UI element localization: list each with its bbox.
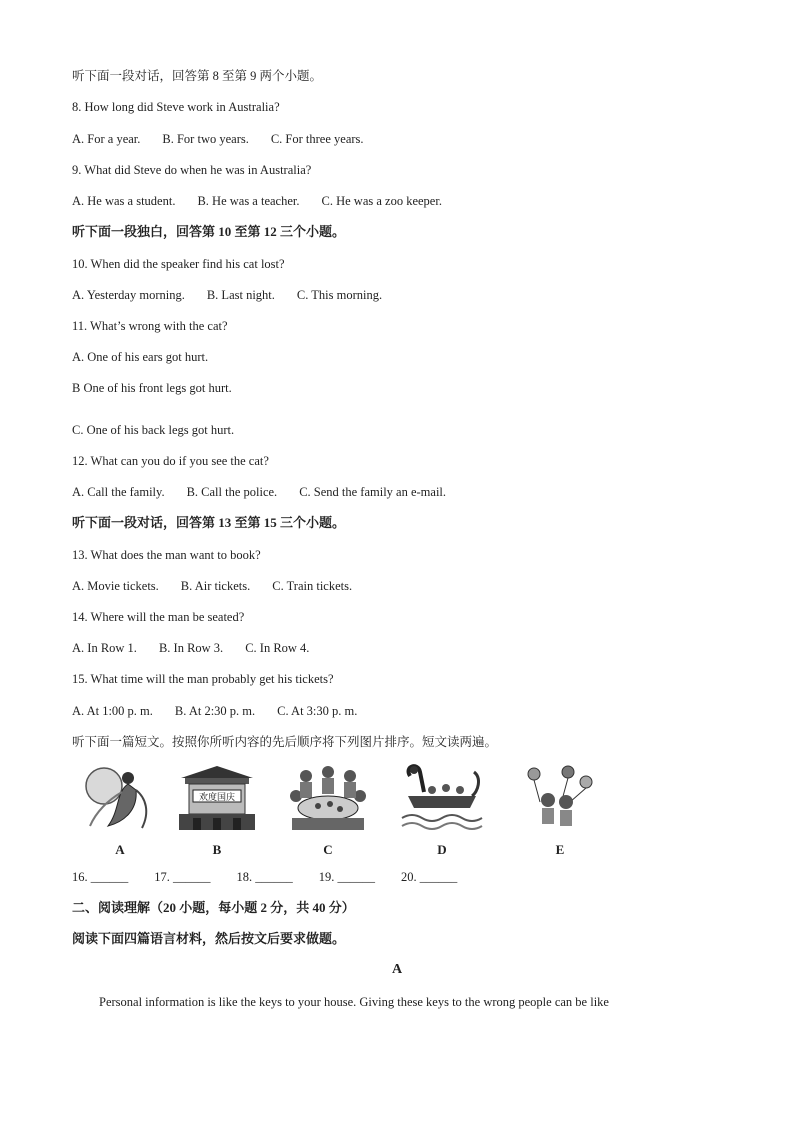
picture-e-label: E [555, 842, 565, 857]
question-11-option-b: B One of his front legs got hurt. [72, 381, 232, 395]
passage-first-line: Personal information is like the keys to your house. Giving these keys to the wrong people can be like [99, 995, 609, 1009]
option-c: C. Send the family an e-mail. [299, 485, 447, 499]
intro-16-20: 听下面一篇短文。按照你所听内容的先后顺序将下列图片排序。短文读两遍。 [72, 735, 498, 749]
question-8: 8. How long did Steve work in Australia? [72, 100, 280, 114]
picture-e-children-balloons [518, 762, 602, 834]
picture-b-national-day-gate [175, 762, 259, 834]
picture-c-label: C [323, 842, 333, 857]
passage-heading: A [391, 962, 403, 977]
question-12-options [72, 484, 468, 500]
option-a: A. He was a student. [72, 194, 176, 208]
question-15: 15. What time will the man probably get his tickets? [72, 672, 334, 686]
picture-d-label: D [437, 842, 447, 857]
option-c: C. In Row 4. [245, 641, 310, 655]
question-9: 9. What did Steve do when he was in Australia? [72, 163, 312, 177]
intro-8-9: 听下面一段对话，回答第 8 至第 9 两个小题。 [72, 69, 323, 83]
option-c: C. He was a zoo keeper. [321, 194, 442, 208]
option-c: C. For three years. [270, 132, 364, 146]
option-c: C. Train tickets. [272, 579, 353, 593]
option-b: B. He was a teacher. [197, 194, 300, 208]
question-15-options [72, 703, 379, 719]
option-c: C. At 3:30 p. m. [277, 704, 358, 718]
question-14-options [72, 640, 331, 656]
option-b: B. Air tickets. [180, 579, 251, 593]
picture-b-label: B [212, 842, 222, 857]
option-a: A. In Row 1. [72, 641, 137, 655]
question-11: 11. What’s wrong with the cat? [72, 319, 228, 333]
blank-18[interactable]: 18. ______ [236, 870, 293, 884]
intro-10-12: 听下面一段独白，回答第 10 至第 12 三个小题。 [72, 224, 346, 239]
option-a: A. Yesterday morning. [72, 288, 185, 302]
blank-19[interactable]: 19. ______ [318, 870, 375, 884]
option-a: A. For a year. [72, 132, 141, 146]
blank-16[interactable]: 16. ______ [72, 870, 129, 884]
option-c: C. This morning. [296, 288, 383, 302]
section-2-title: 二、阅读理解（20 小题，每小题 2 分，共 40 分） [72, 900, 355, 915]
option-a: A. Call the family. [72, 485, 165, 499]
blank-17[interactable]: 17. ______ [154, 870, 211, 884]
option-a: A. Movie tickets. [72, 579, 159, 593]
question-11-option-c: C. One of his back legs got hurt. [72, 423, 235, 437]
picture-a-moon-lady [78, 762, 162, 834]
option-b: B. Last night. [206, 288, 275, 302]
option-b: B. In Row 3. [158, 641, 224, 655]
question-14: 14. Where will the man be seated? [72, 610, 245, 624]
answer-blanks [72, 870, 483, 885]
option-a: A. At 1:00 p. m. [72, 704, 153, 718]
picture-d-dragon-boat [400, 762, 484, 834]
question-8-options [72, 131, 386, 147]
picture-c-family-dinner [286, 762, 370, 834]
question-9-options [72, 193, 464, 209]
picture-row [78, 762, 618, 862]
question-13-options [72, 578, 374, 594]
question-10-options [72, 287, 404, 303]
intro-13-15: 听下面一段对话，回答第 13 至第 15 三个小题。 [72, 515, 346, 530]
question-10: 10. When did the speaker find his cat lost? [72, 257, 285, 271]
option-b: B. Call the police. [186, 485, 278, 499]
question-11-option-a: A. One of his ears got hurt. [72, 350, 209, 364]
option-b: B. For two years. [162, 132, 249, 146]
option-b: B. At 2:30 p. m. [174, 704, 256, 718]
picture-b-banner-text: 欢度国庆 [198, 793, 236, 803]
section-2-instruction: 阅读下面四篇语言材料，然后按文后要求做题。 [72, 931, 346, 946]
question-12: 12. What can you do if you see the cat? [72, 454, 269, 468]
question-13: 13. What does the man want to book? [72, 548, 261, 562]
blank-20[interactable]: 20. ______ [401, 870, 458, 884]
picture-a-label: A [115, 842, 125, 857]
